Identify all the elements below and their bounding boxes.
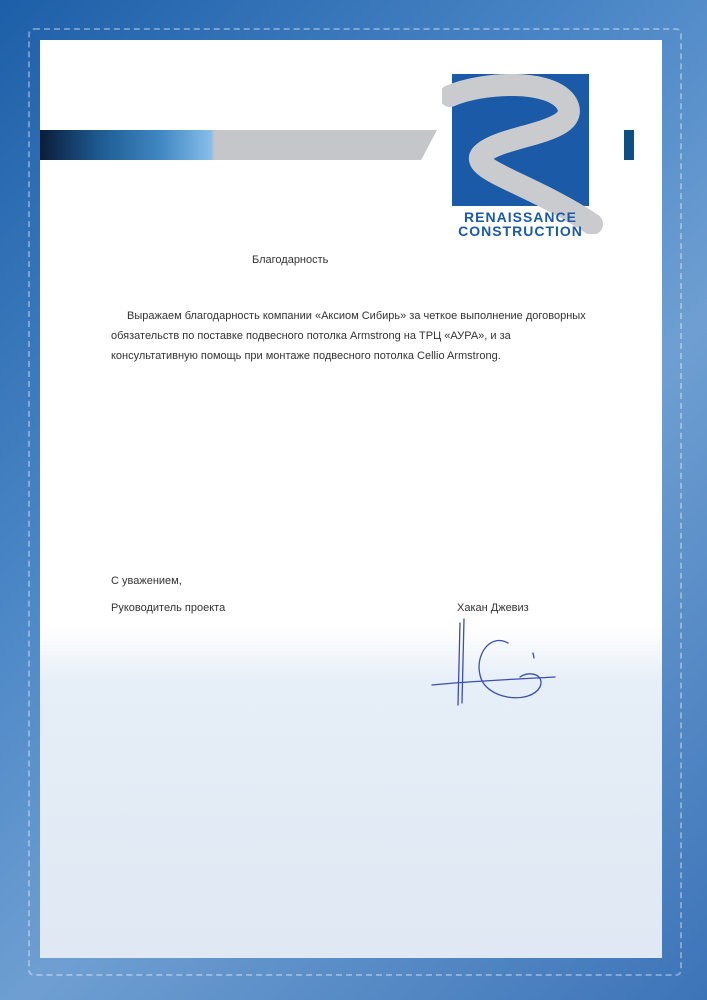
logo-text-line2: CONSTRUCTION [458,223,583,239]
letter-closing: С уважением, [111,575,182,587]
logo-text-line1: RENAISSANCE [464,209,577,225]
company-logo [452,74,589,239]
header-bar [624,130,634,160]
letter-body: Выражаем благодарность компании «Аксиом Сибирь» за четкое выполнение договорных обязательств по поставке подвесного потолка Armstrong на ТРЦ «АУРА», и за консультативную помощь при монтаже подвесного потолка Cellio Armstrong. [111,310,586,362]
header-stripe [40,130,437,160]
signer-position: Руководитель проекта [111,602,226,614]
handwritten-signature [430,615,570,715]
letter-title: Благодарность [252,254,329,266]
signer-name: Хакан Джевиз [457,602,529,614]
